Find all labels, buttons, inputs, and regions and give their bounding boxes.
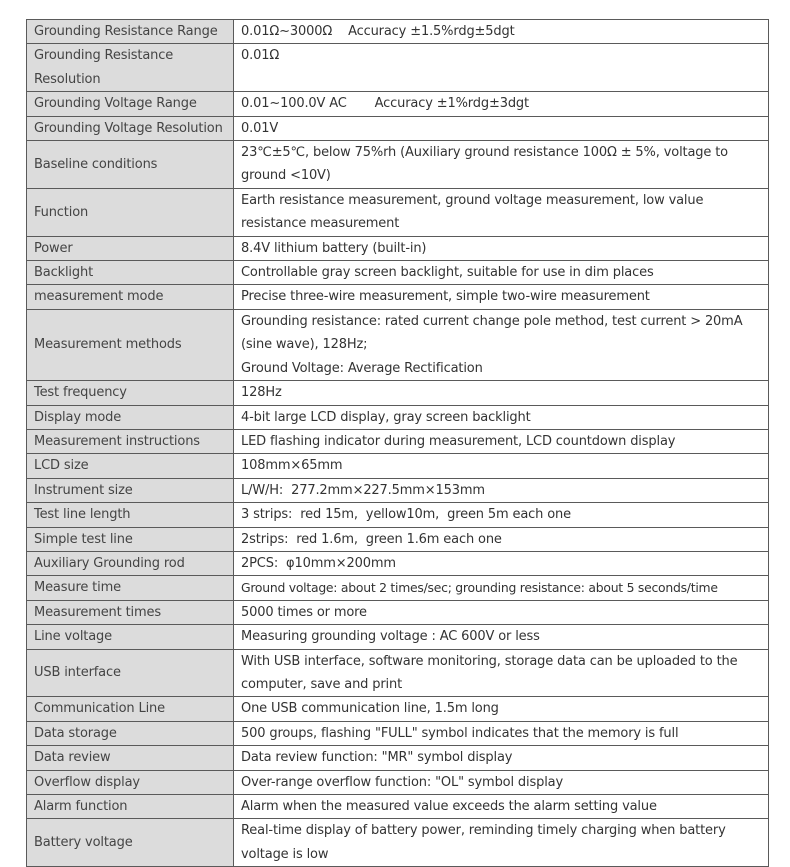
table-row: [27, 795, 769, 819]
spec-value: 4-bit large LCD display, gray screen backlight: [234, 405, 769, 429]
spec-label: Overflow display: [27, 770, 234, 794]
spec-value: 0.01V: [234, 116, 769, 140]
spec-label: Measurement times: [27, 600, 234, 624]
table-row: [27, 576, 769, 600]
table-row: [27, 44, 769, 92]
spec-label: Grounding Voltage Range: [27, 92, 234, 116]
table-row: [27, 92, 769, 116]
spec-label: LCD size: [27, 454, 234, 478]
table-row: [27, 819, 769, 867]
spec-label: Measurement methods: [27, 309, 234, 380]
spec-value: 23℃±5℃, below 75%rh (Auxiliary ground resistance 100Ω ± 5%, voltage to ground <10V): [234, 141, 769, 189]
spec-label: Auxiliary Grounding rod: [27, 551, 234, 575]
spec-label: Battery voltage: [27, 819, 234, 867]
spec-label: Measure time: [27, 576, 234, 600]
table-row: [27, 478, 769, 502]
spec-label: Line voltage: [27, 625, 234, 649]
spec-label: Instrument size: [27, 478, 234, 502]
table-row: [27, 625, 769, 649]
table-row: [27, 381, 769, 405]
spec-value-line: Ground Voltage: Average Rectification: [241, 360, 483, 376]
spec-value: L/W/H: 277.2mm×227.5mm×153mm: [234, 478, 769, 502]
spec-value: LED flashing indicator during measurement, LCD countdown display: [234, 429, 769, 453]
spec-value: Real-time display of battery power, reminding timely charging when battery voltage is low: [234, 819, 769, 867]
spec-label: Communication Line: [27, 697, 234, 721]
table-row: [27, 454, 769, 478]
spec-value: 108mm×65mm: [234, 454, 769, 478]
spec-label: Test frequency: [27, 381, 234, 405]
spec-label: Display mode: [27, 405, 234, 429]
spec-label: Grounding Voltage Resolution: [27, 116, 234, 140]
table-row: [27, 285, 769, 309]
table-row: [27, 429, 769, 453]
table-row: [27, 697, 769, 721]
spec-value-line: Grounding resistance: rated current change pole method, test current > 20mA (sine wave), 128Hz;: [241, 313, 743, 353]
spec-value: 5000 times or more: [234, 600, 769, 624]
spec-value: 0.01Ω: [234, 44, 769, 92]
spec-label: USB interface: [27, 649, 234, 697]
table-row: [27, 746, 769, 770]
spec-label: Baseline conditions: [27, 141, 234, 189]
spec-value: Measuring grounding voltage : AC 600V or less: [234, 625, 769, 649]
spec-value: 3 strips: red 15m, yellow10m, green 5m each one: [234, 503, 769, 527]
specification-table: [26, 19, 769, 867]
spec-label: Data storage: [27, 721, 234, 745]
table-row: [27, 551, 769, 575]
spec-value: 2strips: red 1.6m, green 1.6m each one: [234, 527, 769, 551]
table-row: [27, 236, 769, 260]
spec-value: With USB interface, software monitoring, storage data can be uploaded to the computer, save and print: [234, 649, 769, 697]
spec-value: Controllable gray screen backlight, suitable for use in dim places: [234, 261, 769, 285]
table-row: [27, 309, 769, 380]
spec-value: Precise three-wire measurement, simple two-wire measurement: [234, 285, 769, 309]
spec-value: Earth resistance measurement, ground voltage measurement, low value resistance measurement: [234, 188, 769, 236]
spec-label: Grounding Resistance Resolution: [27, 44, 234, 92]
spec-label: measurement mode: [27, 285, 234, 309]
spec-value: 8.4V lithium battery (built-in): [234, 236, 769, 260]
table-row: [27, 116, 769, 140]
table-row: [27, 503, 769, 527]
spec-value: [234, 309, 769, 380]
spec-label: Simple test line: [27, 527, 234, 551]
spec-label: Data review: [27, 746, 234, 770]
table-row: [27, 770, 769, 794]
spec-value: One USB communication line, 1.5m long: [234, 697, 769, 721]
spec-value: Over-range overflow function: "OL" symbol display: [234, 770, 769, 794]
table-row: [27, 188, 769, 236]
table-row: [27, 405, 769, 429]
spec-label: Power: [27, 236, 234, 260]
spec-label: Alarm function: [27, 795, 234, 819]
spec-value: Data review function: "MR" symbol display: [234, 746, 769, 770]
spec-label: Measurement instructions: [27, 429, 234, 453]
spec-value: Alarm when the measured value exceeds the alarm setting value: [234, 795, 769, 819]
table-row: [27, 261, 769, 285]
spec-label: Grounding Resistance Range: [27, 20, 234, 44]
spec-value: 0.01~100.0V AC Accuracy ±1%rdg±3dgt: [234, 92, 769, 116]
table-row: [27, 527, 769, 551]
spec-value: 2PCS: φ10mm×200mm: [234, 551, 769, 575]
spec-label: Backlight: [27, 261, 234, 285]
table-row: [27, 20, 769, 44]
table-row: [27, 600, 769, 624]
spec-value: 500 groups, flashing "FULL" symbol indicates that the memory is full: [234, 721, 769, 745]
table-row: [27, 141, 769, 189]
table-row: [27, 649, 769, 697]
spec-value: 0.01Ω~3000Ω Accuracy ±1.5%rdg±5dgt: [234, 20, 769, 44]
spec-label: Test line length: [27, 503, 234, 527]
spec-value: 128Hz: [234, 381, 769, 405]
table-row: [27, 721, 769, 745]
spec-value: Ground voltage: about 2 times/sec; grounding resistance: about 5 seconds/time: [234, 576, 769, 600]
spec-label: Function: [27, 188, 234, 236]
